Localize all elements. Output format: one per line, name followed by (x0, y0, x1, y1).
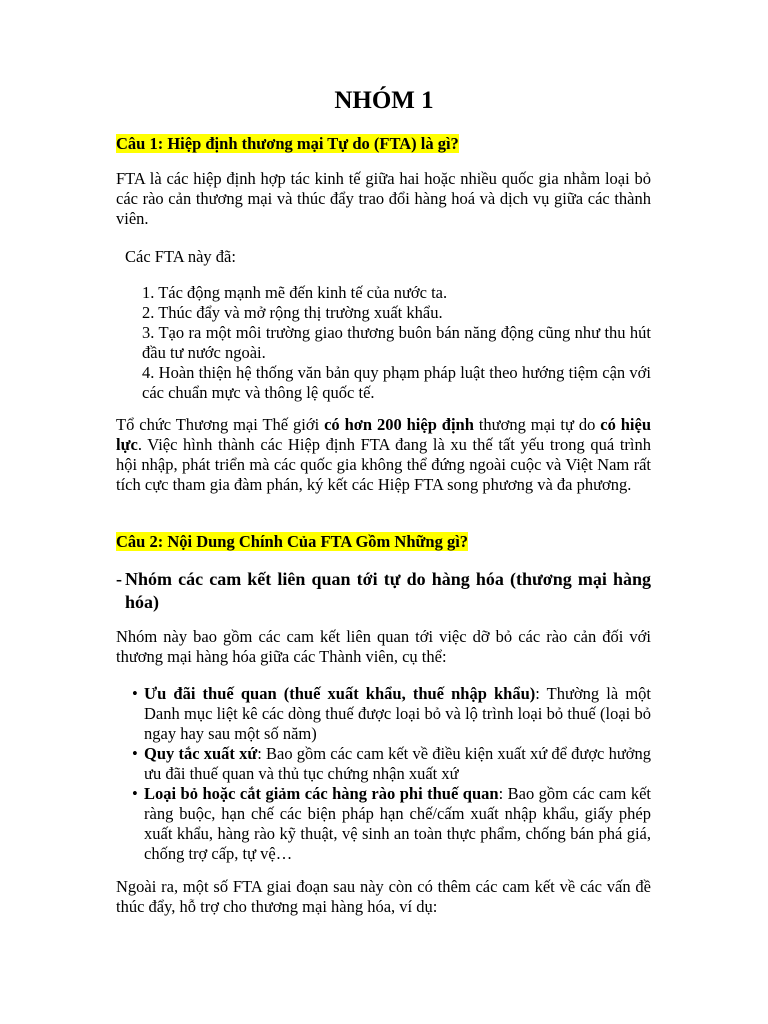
bullet-icon: • (132, 784, 138, 803)
additional-commitments-paragraph: Ngoài ra, một số FTA giai đoạn sau này còn có thêm các cam kết về các vấn đề thúc đẩy, hỗ trợ cho thương mại hàng hóa, ví dụ: (116, 877, 651, 916)
wto-paragraph: Tổ chức Thương mại Thế giới có hơn 200 hiệp định thương mại tự do có hiệu lực. Việc hình thành các Hiệp định FTA đang là xu thế tất yếu trong quá trình hội nhập, phát triển mà các quốc gia không thể đứng ngoài cuộc và Việt Nam rất tích cực tham gia đàm phán, ký kết các Hiệp FTA song phương và đa phương. (116, 415, 651, 494)
list-item: 3. Tạo ra một môi trường giao thương buôn bán năng động cũng như thu hút đầu tư nước ngoài. (142, 323, 651, 362)
question-1-heading: Câu 1: Hiệp định thương mại Tự do (FTA) là gì? (116, 134, 459, 153)
bullet-icon: • (132, 684, 138, 703)
effects-intro: Các FTA này đã: (125, 247, 236, 266)
effects-list (142, 283, 651, 403)
goods-commitments-subheading: - Nhóm các cam kết liên quan tới tự do hàng hóa (thương mại hàng hóa) (116, 569, 651, 612)
list-item: 4. Hoàn thiện hệ thống văn bản quy phạm pháp luật theo hướng tiệm cận với các chuẩn mực và thông lệ quốc tế. (142, 363, 651, 402)
goods-intro-paragraph: Nhóm này bao gồm các cam kết liên quan tới việc dỡ bỏ các rào cản đối với thương mại hàng hóa giữa các Thành viên, cụ thể: (116, 627, 651, 666)
list-item: • Quy tắc xuất xứ: Bao gồm các cam kết về điều kiện xuất xứ để được hưởng ưu đãi thuế quan và thủ tục chứng nhận xuất xứ (132, 744, 651, 783)
fta-definition-paragraph: FTA là các hiệp định hợp tác kinh tế giữa hai hoặc nhiều quốc gia nhằm loại bỏ các rào cản thương mại và thúc đẩy trao đổi hàng hoá và dịch vụ giữa các thành viên. (116, 169, 651, 228)
bullet-icon: • (132, 744, 138, 763)
question-2-heading: Câu 2: Nội Dung Chính Của FTA Gồm Những gì? (116, 532, 469, 551)
list-item: • Ưu đãi thuế quan (thuế xuất khẩu, thuế nhập khẩu): Thường là một Danh mục liệt kê các dòng thuế được loại bỏ và lộ trình loại bỏ thuế (loại bỏ ngay hay sau một số năm) (132, 684, 651, 743)
dash-marker: - (116, 569, 122, 589)
commitments-bullet-list (132, 684, 651, 864)
page-title: NHÓM 1 (334, 87, 434, 114)
list-item: 2. Thúc đẩy và mở rộng thị trường xuất khẩu. (142, 303, 443, 322)
list-item: • Loại bỏ hoặc cắt giảm các hàng rào phi thuế quan: Bao gồm các cam kết ràng buộc, hạn chế các biện pháp hạn chế/cấm xuất nhập khẩu, giấy phép xuất khẩu, hàng rào kỹ thuật, vệ sinh an toàn thực phẩm, chống bán phá giá, chống trợ cấp, tự vệ… (132, 784, 652, 863)
list-item: 1. Tác động mạnh mẽ đến kinh tế của nước ta. (142, 283, 448, 302)
